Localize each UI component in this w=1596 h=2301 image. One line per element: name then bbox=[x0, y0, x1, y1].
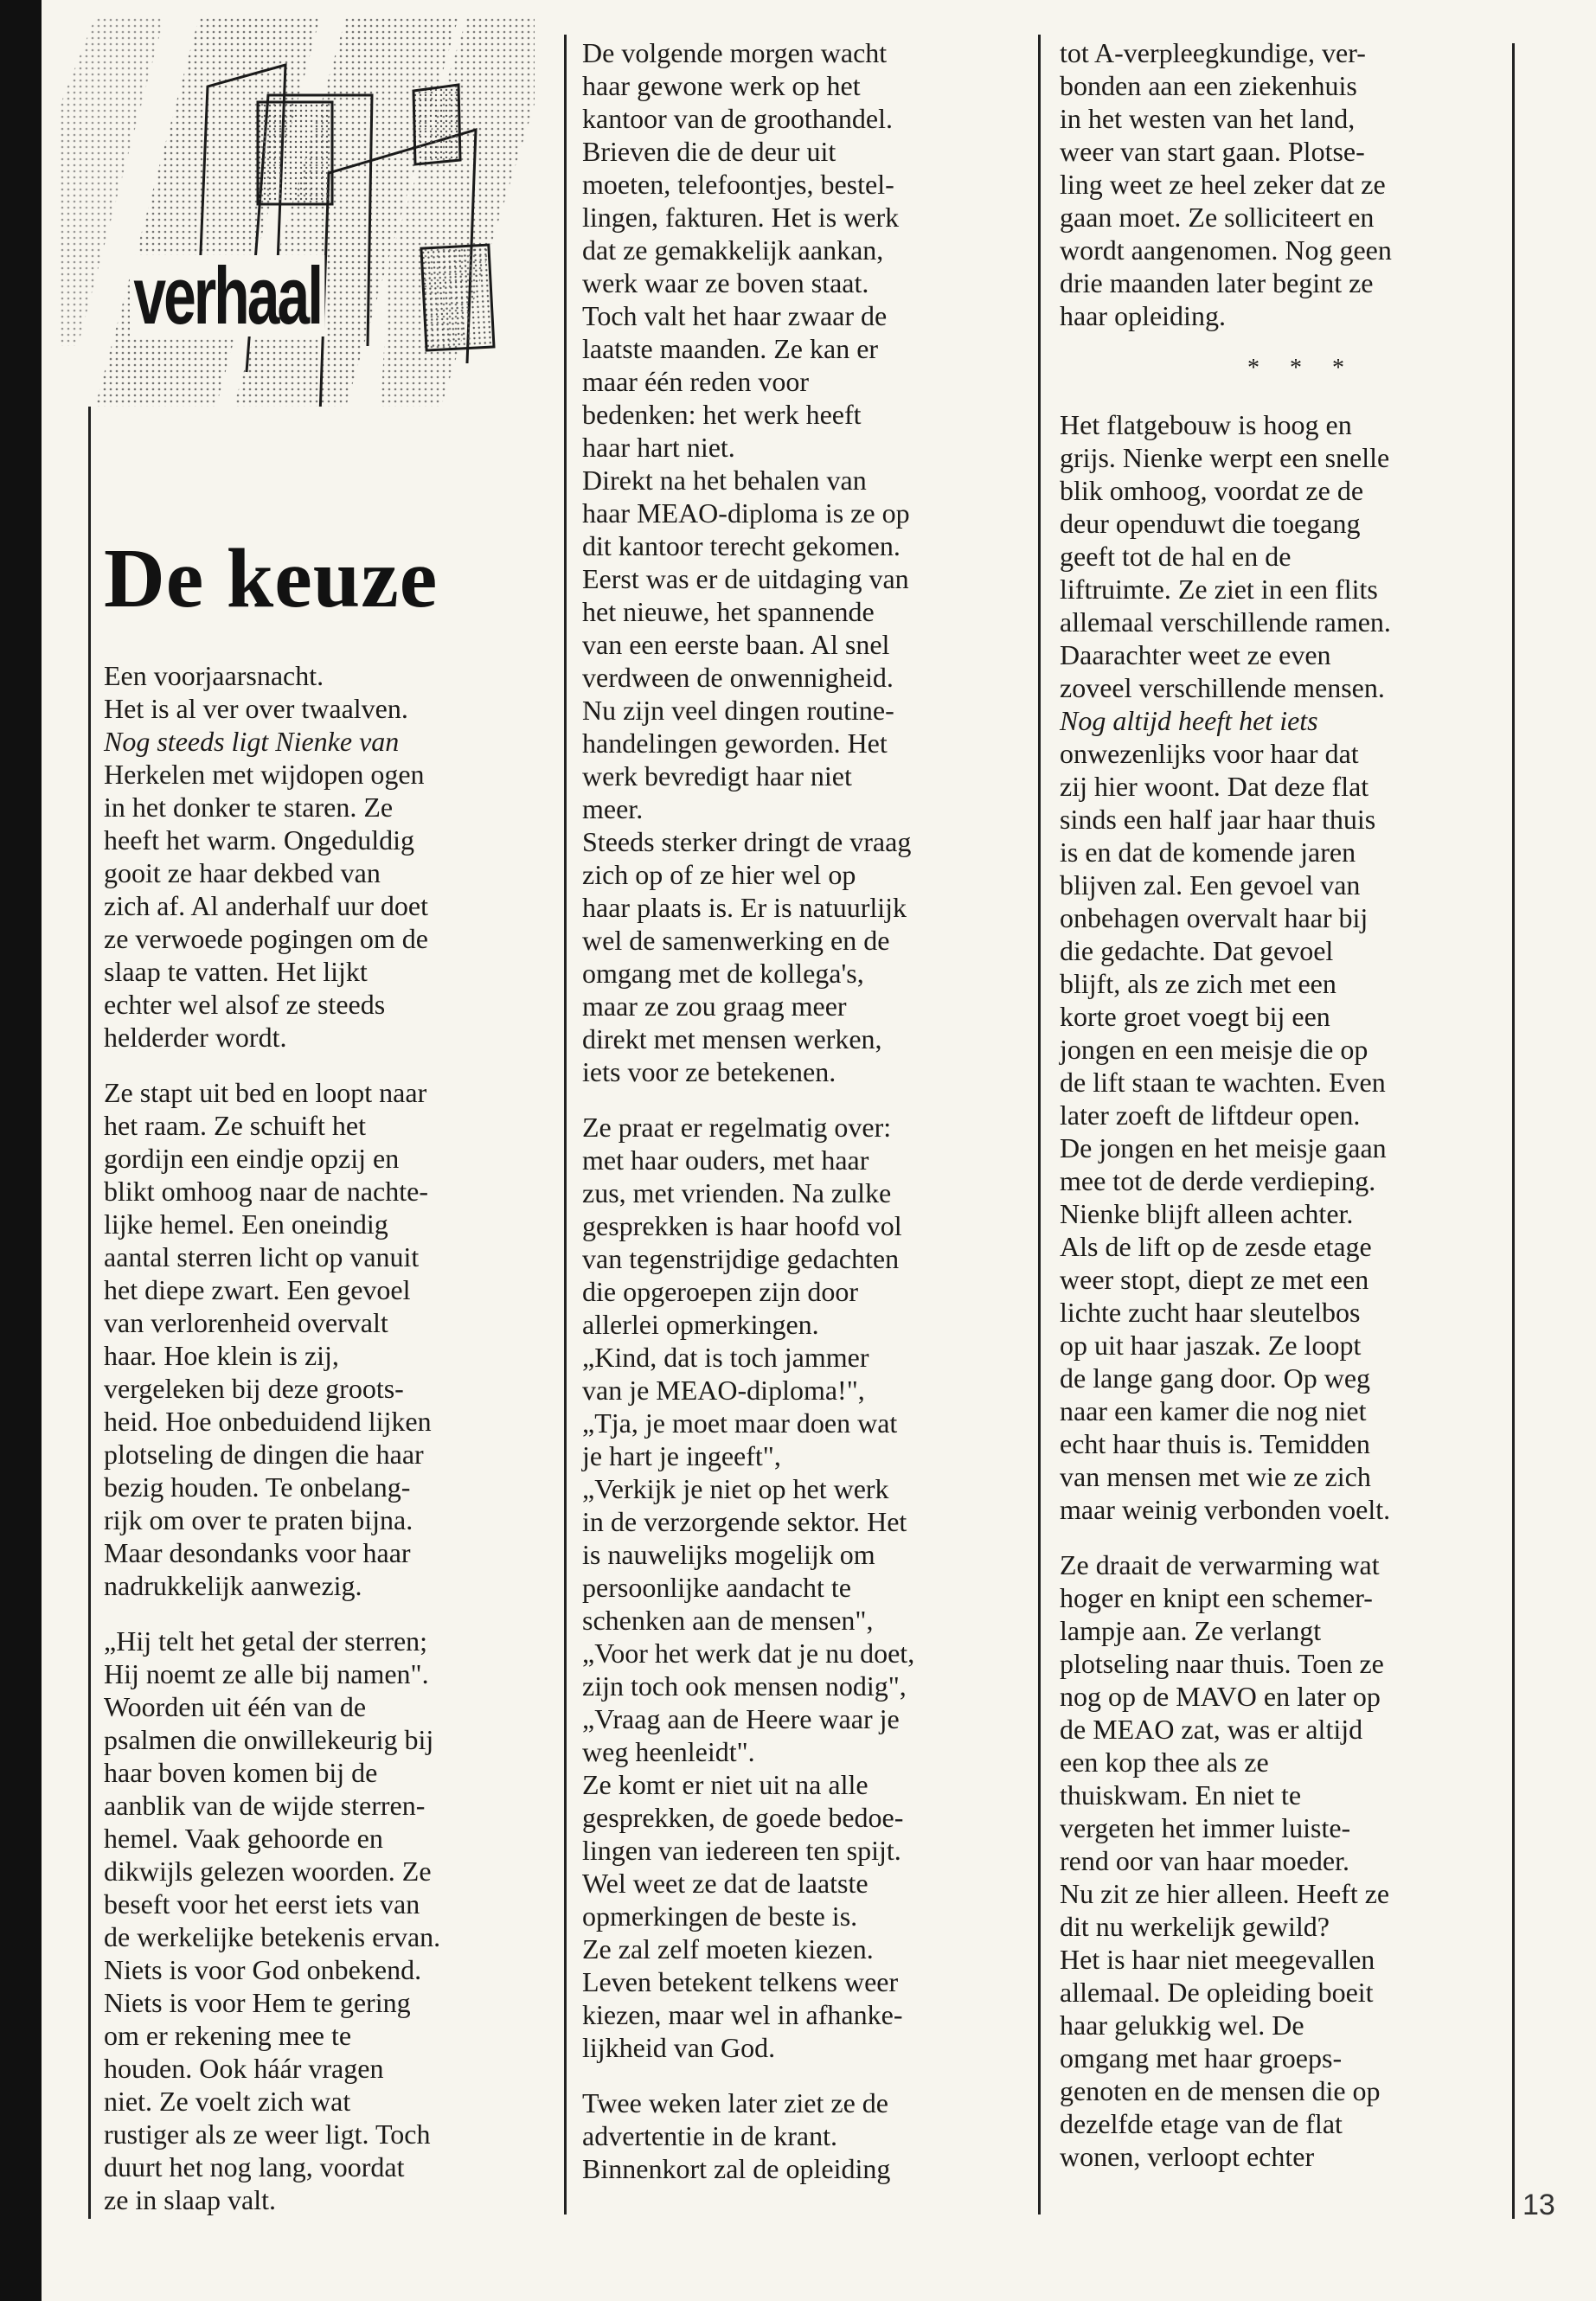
logo-word: verhaal bbox=[130, 255, 325, 336]
text-column-2 bbox=[582, 36, 1084, 2208]
stipple-door-illustration bbox=[61, 0, 535, 407]
section-break-stars: * * * bbox=[1247, 355, 1356, 381]
paragraph-1-italic: Nog steeds ligt Nienke van bbox=[104, 726, 400, 757]
paragraph-8 bbox=[1060, 408, 1544, 1526]
paragraph-8-italic: Nog altijd heeft het iets bbox=[1060, 705, 1318, 736]
paragraph-4: De volgende morgen wacht haar gewone werk op het kantoor van de groothandel. Brieven die de deur uit moeten, telefoontjes, bestel- lingen, fakturen. Het is werk dat ze gemakkelijk aankan, werk waar ze boven staat. Toch valt het haar zwaar de laatste maanden. Ze kan er maar één reden voor bedenken: het werk heeft haar hart niet. Direkt na het behalen van haar MEAO-diploma is ze op dit kantoor terecht gekomen. Eerst was er de uitdaging van het nieuwe, het spannende van een eerste baan. Al snel verdween de onwennigheid. Nu zijn veel dingen routine- handelingen geworden. Het werk bevredigt haar niet meer. Steeds sterker dringt de vraag zich op of ze hier wel op haar plaats is. Er is natuurlijk wel de samenwerking en de omgang met de kollega's, maar ze zou graag meer direkt met mensen werken, iets voor ze betekenen. bbox=[582, 37, 912, 1087]
paragraph-7: tot A-verpleegkundige, ver- bonden aan een ziekenhuis in het westen van het land, weer van start gaan. Plotse- ling weet ze heel zeker dat ze gaan moet. Ze solliciteert en wordt aangenomen. Nog geen drie maanden later begint ze haar opleiding. bbox=[1060, 37, 1392, 331]
paragraph-8-part-a: Het flatgebouw is hoog en grijs. Nienke werpt een snelle blik omhoog, voordat ze de deur openduwt die toegang geeft tot de hal en de liftruimte. Ze ziet in een flits allemaal verschillende ramen. Daarachter weet ze even zoveel verschillende mensen. bbox=[1060, 409, 1391, 703]
verhaal-logo bbox=[61, 0, 535, 407]
paragraph-9: Ze draait de verwarming wat hoger en knipt een schemer- lampje aan. Ze verlangt plotseling naar thuis. Toen ze nog op de MAVO en later op de MEAO zat, was er altijd een kop thee als ze thuiskwam. En niet te vergeten het immer luiste- rend oor van haar moeder. Nu zit ze hier alleen. Heeft ze dit nu werkelijk gewild? Het is haar niet meegevallen allemaal. De opleiding boeit haar gelukkig wel. De omgang met haar groeps- genoten en de mensen die op dezelfde etage van de flat wonen, verloopt echter bbox=[1060, 1549, 1390, 2172]
text-column-3 bbox=[1060, 36, 1544, 2195]
column-rule-left bbox=[88, 407, 91, 2219]
page-edge-shadow bbox=[0, 0, 42, 2301]
paragraph-2: Ze stapt uit bed en loopt naar het raam. Ze schuift het gordijn een eindje opzij en blikt omhoog naar de nachte- lijke hemel. Een oneindig aantal sterren licht op vanuit het diepe zwart. Een gevoel van verlorenheid overvalt haar. Hoe klein is zij, vergeleken bij deze groots- heid. Hoe onbeduidend lijken plotseling de dingen die haar bezig houden. Te onbelang- rijk om over te praten bijna. Maar desondanks voor haar nadrukkelijk aanwezig. bbox=[104, 1077, 432, 1601]
paragraph-1-part-a: Een voorjaarsnacht. Het is al ver over twaalven. bbox=[104, 660, 408, 724]
page-number: 13 bbox=[1522, 2189, 1555, 2221]
article-title: De keuze bbox=[104, 532, 439, 625]
paragraph-1 bbox=[104, 659, 588, 1054]
paragraph-1-part-b: Herkelen met wijdopen ogen in het donker te staren. Ze heeft het warm. Ongeduldig gooit ze haar dekbed van zich af. Al anderhalf uur doet ze verwoede pogingen om de slaap te vatten. Het lijkt echter wel alsof ze steeds helderder wordt. bbox=[104, 759, 428, 1053]
paragraph-6: Twee weken later ziet ze de advertentie in de krant. Binnenkort zal de opleiding bbox=[582, 2087, 891, 2184]
paragraph-5: Ze praat er regelmatig over: met haar ouders, met haar zus, met vrienden. Na zulke gesprekken is haar hoofd vol van tegenstrijdige gedachten die opgeroepen zijn door allerlei opmerkingen. „Kind, dat is toch jammer van je MEAO-diploma!", „Tja, je moet maar doen wat je hart je ingeeft", „Verkijk je niet op het werk in de verzorgende sektor. Het is nauwelijks mogelijk om persoonlijke aandacht te schenken aan de mensen", „Voor het werk dat je nu doet, zijn toch ook mensen nodig", „Vraag aan de Heere waar je weg heenleidt". Ze komt er niet uit na alle gesprekken, de goede bedoe- lingen van iedereen ten spijt. Wel weet ze dat de laatste opmerkingen de beste is. Ze zal zelf moeten kiezen. Leven betekent telkens weer kiezen, maar wel in afhanke- lijkheid van God. bbox=[582, 1112, 915, 2063]
paragraph-3: „Hij telt het getal der sterren; Hij noemt ze alle bij namen". Woorden uit één van de psalmen die onwillekeurig bij haar boven komen bij de aanblik van de wijde sterren- hemel. Vaak gehoorde en dikwijls gelezen woorden. Ze beseft voor het eerst iets van de werkelijke betekenis ervan. Niets is voor God onbekend. Niets is voor Hem te gering om er rekening mee te houden. Ook háár vragen niet. Ze voelt zich wat rustiger als ze weer ligt. Toch duurt het nog lang, voordat ze in slaap valt. bbox=[104, 1625, 441, 2215]
paragraph-8-part-b: onwezenlijks voor haar dat zij hier woont. Dat deze flat sinds een half jaar haar thuis is en dat de komende jaren blijven zal. Een gevoel van onbehagen overvalt haar bij die gedachte. Dat gevoel blijft, als ze zich met een korte groet voegt bij een jongen en een meisje die op de lift staan te wachten. Even later zoeft de liftdeur open. De jongen en het meisje gaan mee tot de derde verdieping. Nienke blijft alleen achter. Als de lift op de zesde etage weer stopt, diept ze met een lichte zucht haar sleutelbos op uit haar jaszak. Ze loopt de lange gang door. Op weg naar een kamer die nog niet echt haar thuis is. Temidden van mensen met wie ze zich maar weinig verbonden voelt. bbox=[1060, 738, 1391, 1525]
magazine-page bbox=[42, 0, 1596, 2301]
